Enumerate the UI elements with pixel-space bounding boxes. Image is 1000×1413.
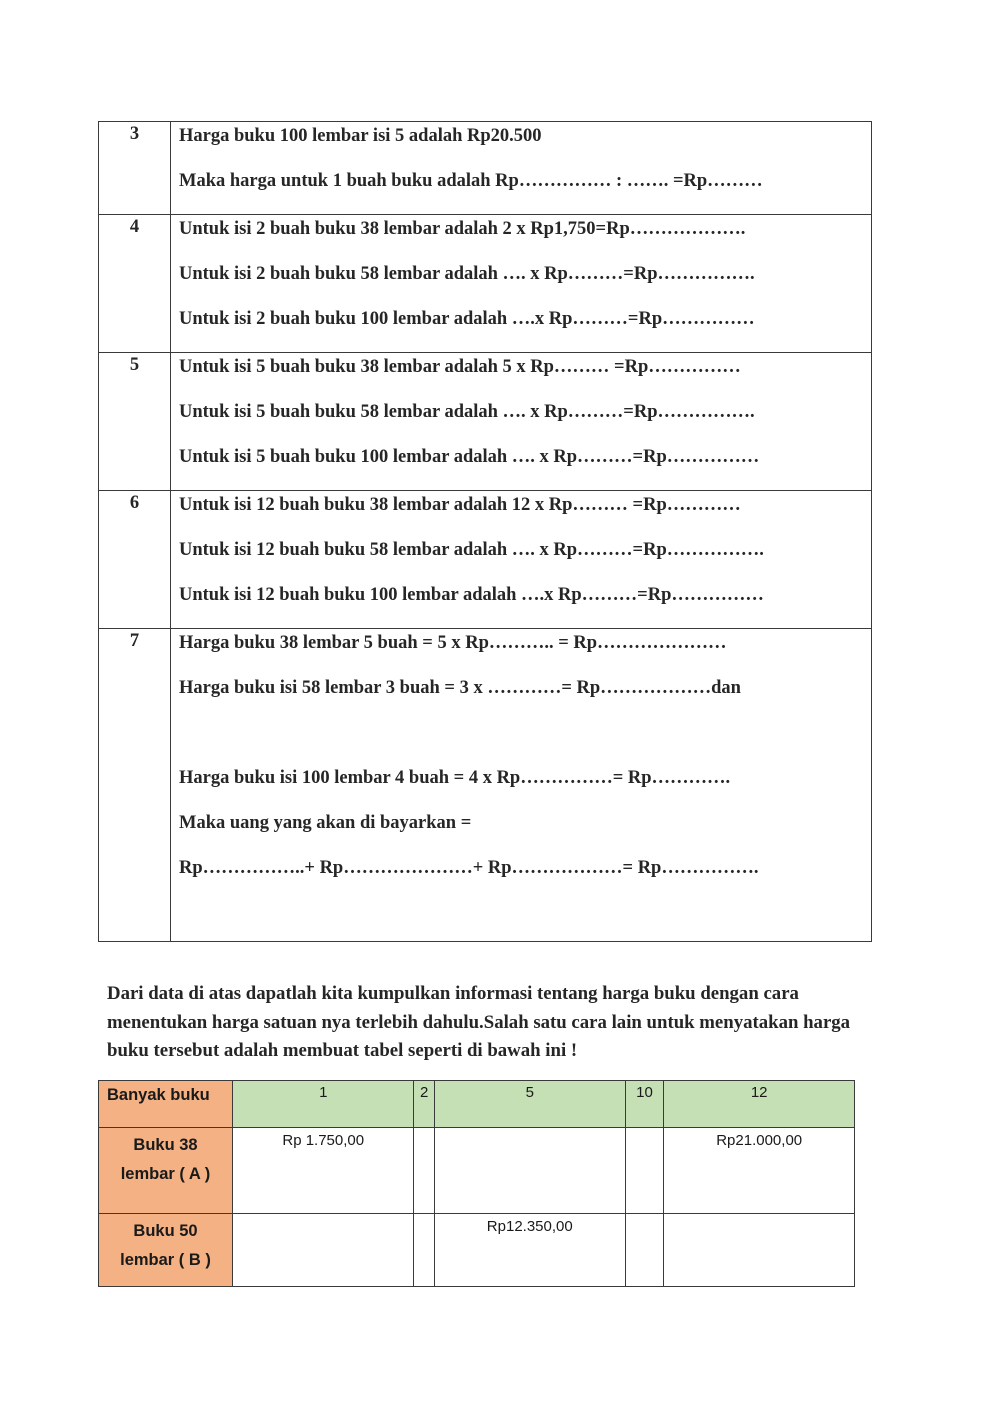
row-label-line: lembar ( A ): [120, 1165, 211, 1183]
row-line: Rp……………..+ Rp…………………+ Rp………………= Rp…………….: [179, 858, 759, 878]
row-label-line: Buku 38: [133, 1136, 198, 1154]
row-line: Harga buku isi 100 lembar 4 buah = 4 x Rp……………= Rp………….: [179, 768, 731, 788]
price-cell[interactable]: [664, 1214, 855, 1287]
row-label: [99, 1214, 233, 1287]
column-header: 12: [664, 1081, 855, 1128]
row-number: 7: [99, 629, 171, 942]
row-content: [171, 491, 872, 629]
price-cell[interactable]: Rp12.350,00: [434, 1214, 625, 1287]
summary-row-a: [99, 1128, 855, 1214]
worksheet-row-5: [99, 353, 872, 491]
row-label-line: lembar ( B ): [120, 1251, 211, 1269]
row-line: Untuk isi 5 buah buku 100 lembar adalah …. x Rp………=Rp……………: [179, 447, 760, 467]
row-content: [171, 122, 872, 215]
instruction-paragraph: Dari data di atas dapatlah kita kumpulkan informasi tentang harga buku dengan cara menentukan harga satuan nya terlebih dahulu.Salah satu cara lain untuk menyatakan harga buku tersebut adalah membuat tabel seperti di bawah ini !: [107, 983, 851, 1061]
row-line: Untuk isi 2 buah buku 38 lembar adalah 2 x Rp1,750=Rp……………….: [179, 219, 746, 239]
row-line: Untuk isi 12 buah buku 100 lembar adalah ….x Rp………=Rp……………: [179, 585, 764, 605]
row-label-line: Buku 50: [133, 1222, 198, 1240]
price-cell[interactable]: Rp 1.750,00: [233, 1128, 414, 1214]
row-content: [171, 629, 872, 942]
header-label: Banyak buku: [99, 1081, 233, 1128]
row-line: Harga buku 38 lembar 5 buah = 5 x Rp……….. = Rp…………………: [179, 633, 727, 653]
row-line: Maka harga untuk 1 buah buku adalah Rp…………… : ……. =Rp………: [179, 171, 763, 191]
row-number: 3: [99, 122, 171, 215]
price-cell[interactable]: [625, 1214, 664, 1287]
price-cell[interactable]: [625, 1128, 664, 1214]
worksheet-row-6: [99, 491, 872, 629]
worksheet-row-4: [99, 215, 872, 353]
row-number: 5: [99, 353, 171, 491]
price-cell[interactable]: [414, 1214, 434, 1287]
row-line: Harga buku isi 58 lembar 3 buah = 3 x …………= Rp………………dan: [179, 678, 741, 698]
row-line: Untuk isi 5 buah buku 38 lembar adalah 5 x Rp……… =Rp……………: [179, 357, 741, 377]
price-cell[interactable]: [233, 1214, 414, 1287]
row-label: [99, 1128, 233, 1214]
row-content: [171, 215, 872, 353]
price-cell[interactable]: [434, 1128, 625, 1214]
worksheet-row-7: [99, 629, 872, 942]
row-line: Harga buku 100 lembar isi 5 adalah Rp20.500: [179, 126, 542, 146]
summary-header-row: [99, 1081, 855, 1128]
row-line: Untuk isi 2 buah buku 100 lembar adalah ….x Rp………=Rp……………: [179, 309, 755, 329]
price-cell[interactable]: Rp21.000,00: [664, 1128, 855, 1214]
row-line: Untuk isi 12 buah buku 58 lembar adalah …. x Rp………=Rp…………….: [179, 540, 764, 560]
row-line: Untuk isi 5 buah buku 58 lembar adalah …. x Rp………=Rp…………….: [179, 402, 755, 422]
price-summary-table: [98, 1080, 855, 1287]
summary-row-b: [99, 1214, 855, 1287]
column-header: 5: [434, 1081, 625, 1128]
price-cell[interactable]: [414, 1128, 434, 1214]
column-header: 2: [414, 1081, 434, 1128]
row-number: 4: [99, 215, 171, 353]
column-header: 10: [625, 1081, 664, 1128]
column-header: 1: [233, 1081, 414, 1128]
row-line: Untuk isi 2 buah buku 58 lembar adalah …. x Rp………=Rp…………….: [179, 264, 755, 284]
row-number: 6: [99, 491, 171, 629]
row-line: Untuk isi 12 buah buku 38 lembar adalah 12 x Rp……… =Rp…………: [179, 495, 741, 515]
row-content: [171, 353, 872, 491]
worksheet-table: [98, 121, 872, 942]
blank-gap: [179, 721, 871, 766]
row-line: Maka uang yang akan di bayarkan =: [179, 813, 472, 833]
worksheet-row-3: [99, 122, 872, 215]
